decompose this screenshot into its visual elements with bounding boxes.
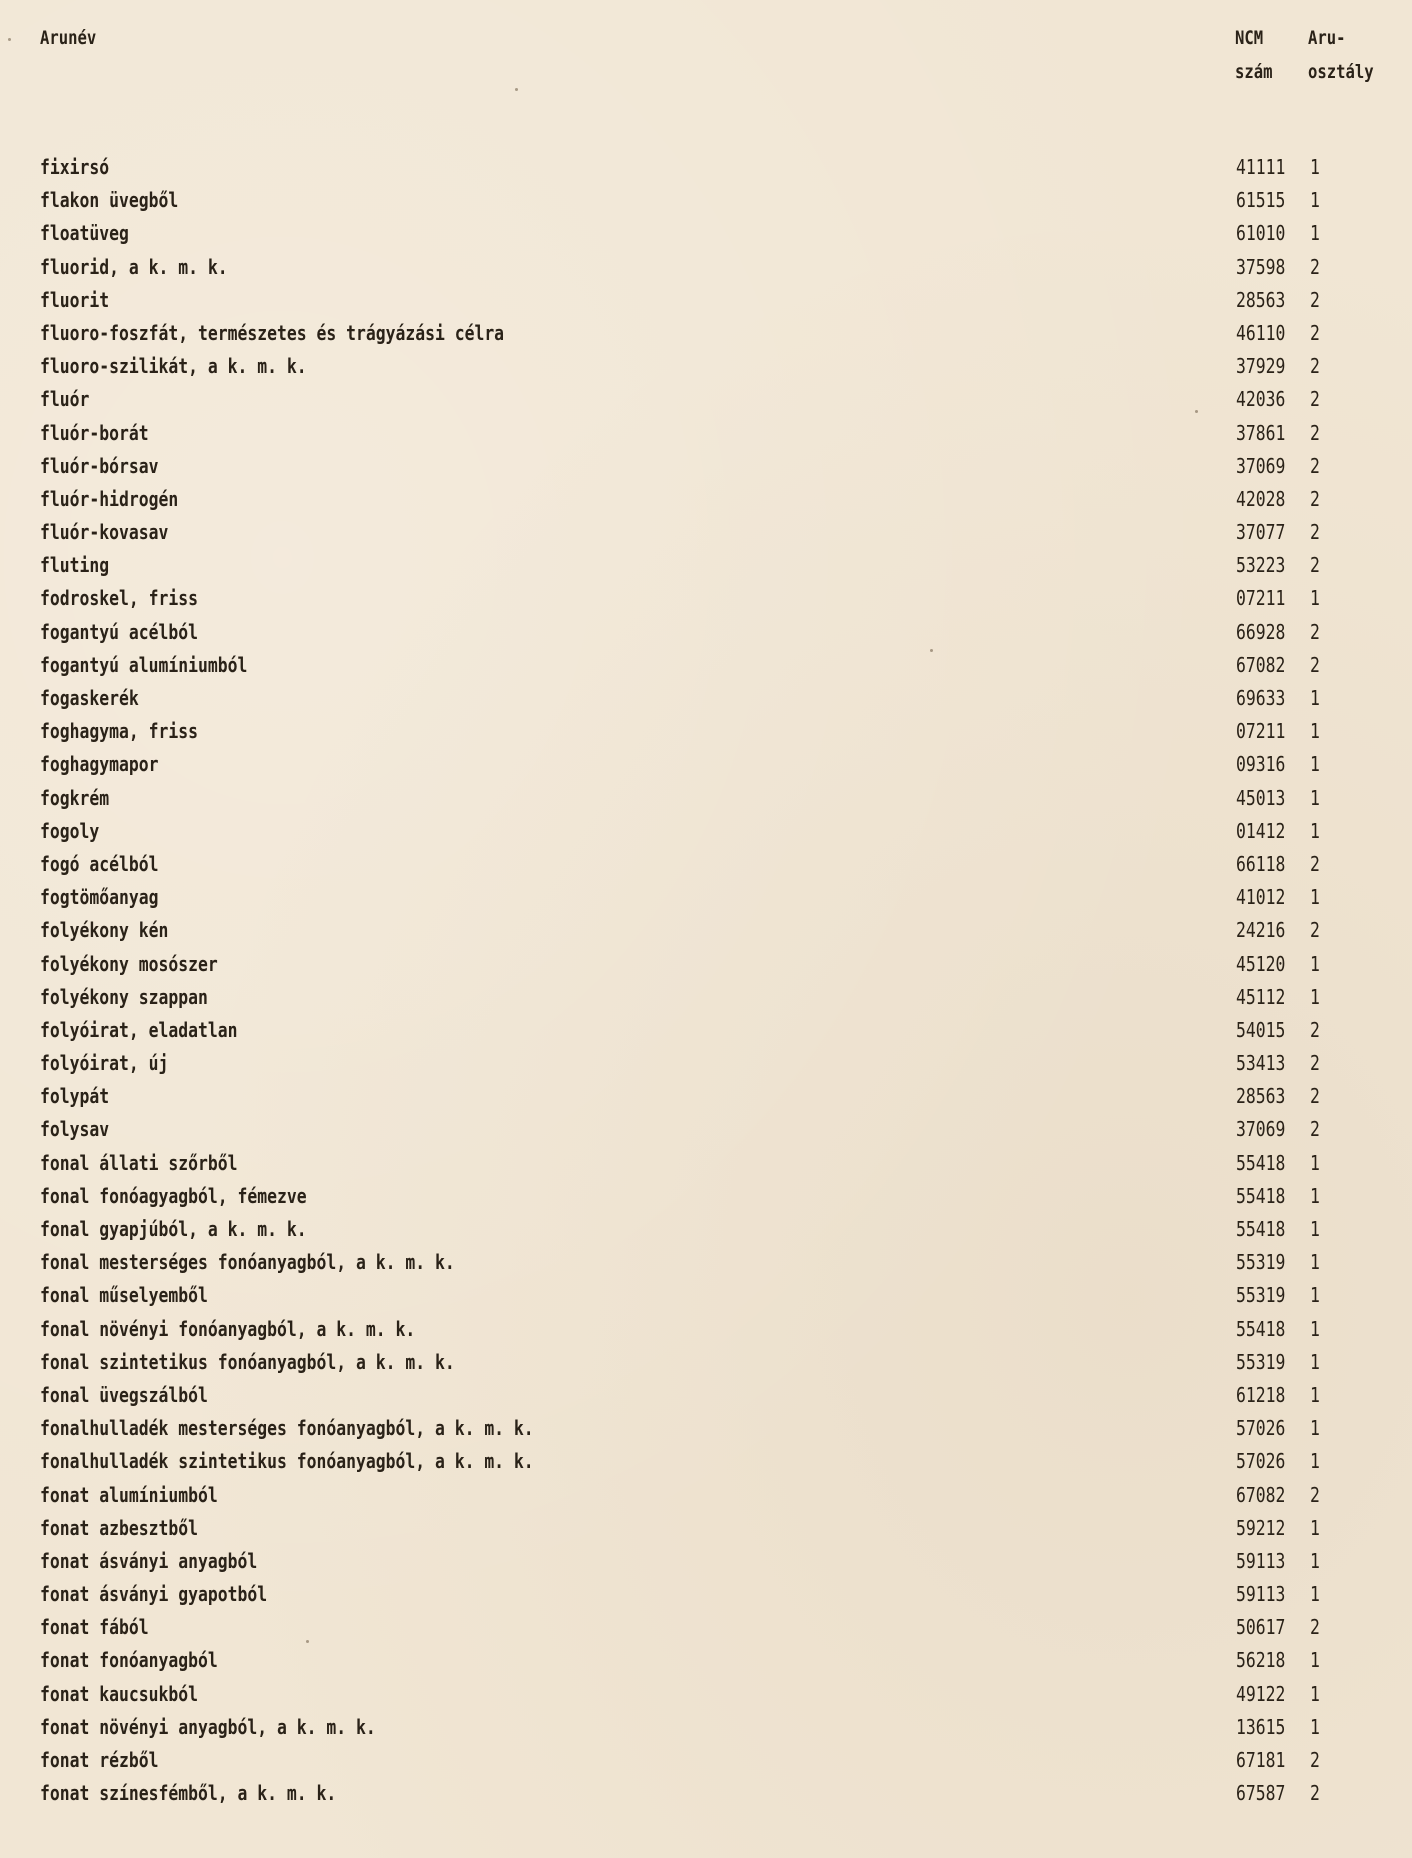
item-name: fonalhulladék mesterséges fonóanyagból, a k. m. k.: [40, 1416, 534, 1441]
ncm-code: 07211: [1236, 586, 1286, 611]
product-class: 1: [1310, 221, 1320, 246]
item-name: fogó acélból: [40, 851, 159, 876]
product-class: 1: [1310, 1382, 1320, 1407]
item-name: fonal mesterséges fonóanyagból, a k. m. k.: [40, 1250, 455, 1275]
item-name: fogoly: [40, 818, 100, 843]
item-name: fonat alumíniumból: [40, 1482, 218, 1507]
ncm-code: 57026: [1236, 1449, 1286, 1474]
item-name: fonal szintetikus fonóanyagból, a k. m. k.: [40, 1349, 455, 1374]
product-class: 2: [1310, 1615, 1320, 1640]
product-class: 1: [1310, 719, 1320, 744]
list-item: [0, 1615, 1412, 1648]
product-class: 2: [1310, 1482, 1320, 1507]
product-class: 2: [1310, 420, 1320, 445]
ncm-code: 45112: [1236, 984, 1286, 1009]
product-class: 1: [1310, 1681, 1320, 1706]
list-item: [0, 1184, 1412, 1217]
ncm-code: 50617: [1236, 1615, 1286, 1640]
item-name: fluoro-foszfát, természetes és trágyázási célra: [40, 320, 505, 345]
list-item: [0, 719, 1412, 752]
ncm-code: 53413: [1236, 1051, 1286, 1076]
ncm-code: 37861: [1236, 420, 1286, 445]
list-item: [0, 221, 1412, 254]
product-class: 2: [1310, 1084, 1320, 1109]
item-name: fonat rézből: [40, 1748, 159, 1772]
ncm-code: 54015: [1236, 1017, 1286, 1042]
list-item: [0, 1682, 1412, 1715]
product-class: 1: [1310, 785, 1320, 810]
ncm-code: 41012: [1236, 885, 1286, 910]
list-item: [0, 918, 1412, 951]
list-item: [0, 1781, 1412, 1814]
item-name: folysav: [40, 1117, 110, 1142]
product-class: 1: [1310, 984, 1320, 1009]
ncm-code: 67082: [1236, 652, 1286, 677]
product-class: 2: [1310, 387, 1320, 412]
ncm-code: 37929: [1236, 354, 1286, 379]
ncm-code: 61010: [1236, 221, 1286, 246]
paper-speck: [930, 649, 933, 652]
item-name: fogkrém: [40, 785, 110, 810]
product-class: 1: [1310, 1449, 1320, 1474]
item-name: fluór-hidrogén: [40, 486, 179, 511]
item-name: fonal állati szőrből: [40, 1150, 238, 1175]
ncm-code: 53223: [1236, 553, 1286, 578]
item-name: fonal fonóagyagból, fémezve: [40, 1183, 307, 1208]
product-class: 1: [1310, 1582, 1320, 1607]
product-class: 1: [1310, 1217, 1320, 1241]
paper-speck: [515, 88, 518, 91]
item-name: foghagymapor: [40, 752, 159, 777]
list-item: [0, 454, 1412, 487]
ncm-code: 01412: [1236, 818, 1286, 843]
list-item: [0, 1549, 1412, 1582]
item-name: fonat ásványi gyapotból: [40, 1582, 268, 1607]
ncm-code: 67082: [1236, 1482, 1286, 1507]
ncm-code: 42036: [1236, 387, 1286, 412]
item-name: fonat fából: [40, 1615, 149, 1640]
ncm-code: 61218: [1236, 1382, 1286, 1407]
column-header-class-line1: Aru-: [1308, 27, 1346, 49]
column-header-name: Arunév: [40, 27, 97, 49]
ncm-code: 55418: [1236, 1316, 1286, 1341]
product-class: 2: [1310, 1051, 1320, 1076]
list-item: [0, 553, 1412, 586]
ncm-code: 69633: [1236, 686, 1286, 710]
ncm-code: 09316: [1236, 752, 1286, 777]
list-item: [0, 188, 1412, 221]
ncm-code: 45120: [1236, 951, 1286, 976]
ncm-code: 59113: [1236, 1582, 1286, 1607]
list-item: [0, 1715, 1412, 1748]
item-name: fogaskerék: [40, 686, 139, 710]
list-item: [0, 586, 1412, 619]
item-name: fluór: [40, 387, 90, 412]
product-class: 2: [1310, 453, 1320, 478]
ncm-code: 61515: [1236, 188, 1286, 213]
item-name: fogantyú acélból: [40, 619, 198, 644]
product-class: 2: [1310, 851, 1320, 876]
ncm-code: 55418: [1236, 1217, 1286, 1241]
ncm-code: 37069: [1236, 453, 1286, 478]
item-name: folyékony szappan: [40, 984, 208, 1009]
item-name: fluorid, a k. m. k.: [40, 254, 228, 279]
product-class: 2: [1310, 486, 1320, 511]
ncm-code: 24216: [1236, 918, 1286, 943]
paper-speck: [306, 1640, 309, 1643]
product-class: 1: [1310, 1548, 1320, 1573]
column-header-class-line2: osztály: [1308, 61, 1374, 83]
ncm-code: 42028: [1236, 486, 1286, 511]
item-name: fonat növényi anyagból, a k. m. k.: [40, 1714, 376, 1739]
list-item: [0, 1383, 1412, 1416]
item-name: fonat ásványi anyagból: [40, 1548, 258, 1573]
product-class: 2: [1310, 354, 1320, 379]
ncm-code: 28563: [1236, 1084, 1286, 1109]
product-class: 1: [1310, 686, 1320, 710]
item-name: floatüveg: [40, 221, 129, 246]
item-name: fluoro-szilikát, a k. m. k.: [40, 354, 307, 379]
item-name: fluorit: [40, 287, 110, 312]
ncm-code: 55418: [1236, 1150, 1286, 1175]
list-item: [0, 1416, 1412, 1449]
product-class: 1: [1310, 752, 1320, 777]
product-class: 2: [1310, 619, 1320, 644]
list-item: [0, 288, 1412, 321]
list-item: [0, 387, 1412, 420]
ncm-code: 37077: [1236, 520, 1286, 545]
ncm-code: 37598: [1236, 254, 1286, 279]
item-name: fixirsó: [40, 155, 110, 179]
item-name: fonal gyapjúból, a k. m. k.: [40, 1217, 307, 1241]
list-item: [0, 1084, 1412, 1117]
product-class: 2: [1310, 520, 1320, 545]
list-item: [0, 952, 1412, 985]
list-item: [0, 1449, 1412, 1482]
item-name: folyékony kén: [40, 918, 169, 943]
product-class: 1: [1310, 1349, 1320, 1374]
product-class: 1: [1310, 818, 1320, 843]
product-class: 1: [1310, 1714, 1320, 1739]
ncm-code: 45013: [1236, 785, 1286, 810]
item-name: foghagyma, friss: [40, 719, 198, 744]
list-item: [0, 1283, 1412, 1316]
item-name: fluting: [40, 553, 110, 578]
ncm-code: 67181: [1236, 1748, 1286, 1772]
list-item: [0, 520, 1412, 553]
paper-speck: [8, 38, 11, 41]
list-item: [0, 885, 1412, 918]
ncm-code: 55319: [1236, 1283, 1286, 1308]
list-item: [0, 1516, 1412, 1549]
item-name: fonal műselyemből: [40, 1283, 208, 1308]
item-name: fogantyú alumíniumból: [40, 652, 248, 677]
product-class: 1: [1310, 1515, 1320, 1540]
item-name: folyékony mosószer: [40, 951, 218, 976]
product-class: 1: [1310, 885, 1320, 910]
list-item: [0, 321, 1412, 354]
ncm-code: 55319: [1236, 1250, 1286, 1275]
product-class: 2: [1310, 652, 1320, 677]
list-item: [0, 487, 1412, 520]
list-item: [0, 752, 1412, 785]
list-item: [0, 819, 1412, 852]
product-class: 1: [1310, 586, 1320, 611]
ncm-code: 59113: [1236, 1548, 1286, 1573]
product-class: 2: [1310, 320, 1320, 345]
product-class: 2: [1310, 1781, 1320, 1806]
ncm-code: 67587: [1236, 1781, 1286, 1806]
list-item: [0, 1018, 1412, 1051]
ncm-code: 49122: [1236, 1681, 1286, 1706]
ncm-code: 28563: [1236, 287, 1286, 312]
product-class: 1: [1310, 1250, 1320, 1275]
item-name: fonalhulladék szintetikus fonóanyagból, a k. m. k.: [40, 1449, 534, 1474]
product-class: 1: [1310, 1648, 1320, 1673]
ncm-code: 56218: [1236, 1648, 1286, 1673]
list-item: [0, 1350, 1412, 1383]
ncm-code: 41111: [1236, 155, 1286, 179]
product-class: 1: [1310, 155, 1320, 179]
product-class: 2: [1310, 287, 1320, 312]
ncm-code: 07211: [1236, 719, 1286, 744]
list-item: [0, 686, 1412, 719]
item-name: fodroskel, friss: [40, 586, 198, 611]
ncm-code: 55319: [1236, 1349, 1286, 1374]
list-item: [0, 155, 1412, 188]
list-item: [0, 1317, 1412, 1350]
list-item: [0, 255, 1412, 288]
paper-speck: [1195, 410, 1198, 413]
ncm-code: 66118: [1236, 851, 1286, 876]
product-class: 2: [1310, 1017, 1320, 1042]
ncm-code: 66928: [1236, 619, 1286, 644]
list-item: [0, 786, 1412, 819]
ncm-code: 59212: [1236, 1515, 1286, 1540]
product-class: 2: [1310, 1748, 1320, 1772]
item-name: folyóirat, eladatlan: [40, 1017, 238, 1042]
product-list: [0, 155, 1412, 1814]
item-name: fonat fonóanyagból: [40, 1648, 218, 1673]
item-name: fonat színesfémből, a k. m. k.: [40, 1781, 337, 1806]
item-name: fonat kaucsukból: [40, 1681, 198, 1706]
list-item: [0, 1151, 1412, 1184]
list-item: [0, 1117, 1412, 1150]
item-name: flakon üvegből: [40, 188, 179, 213]
column-header-ncm-line1: NCM: [1235, 27, 1264, 49]
list-item: [0, 1648, 1412, 1681]
list-item: [0, 620, 1412, 653]
product-class: 1: [1310, 1183, 1320, 1208]
product-class: 2: [1310, 1117, 1320, 1142]
list-item: [0, 1748, 1412, 1781]
list-item: [0, 354, 1412, 387]
item-name: fogtömőanyag: [40, 885, 159, 910]
list-item: [0, 985, 1412, 1018]
ncm-code: 13615: [1236, 1714, 1286, 1739]
list-item: [0, 1217, 1412, 1250]
item-name: fonat azbesztből: [40, 1515, 198, 1540]
item-name: fluór-borát: [40, 420, 149, 445]
list-item: [0, 852, 1412, 885]
product-class: 2: [1310, 918, 1320, 943]
product-class: 2: [1310, 553, 1320, 578]
item-name: folyóirat, új: [40, 1051, 169, 1076]
ncm-code: 37069: [1236, 1117, 1286, 1142]
ncm-code: 57026: [1236, 1416, 1286, 1441]
product-class: 1: [1310, 1150, 1320, 1175]
product-class: 1: [1310, 188, 1320, 213]
product-class: 1: [1310, 1283, 1320, 1308]
item-name: fonal üvegszálból: [40, 1382, 208, 1407]
list-item: [0, 653, 1412, 686]
list-item: [0, 1250, 1412, 1283]
item-name: fluór-bórsav: [40, 453, 159, 478]
item-name: fluór-kovasav: [40, 520, 169, 545]
product-class: 1: [1310, 1416, 1320, 1441]
column-header-ncm-line2: szám: [1235, 61, 1273, 83]
list-item: [0, 1483, 1412, 1516]
ncm-code: 55418: [1236, 1183, 1286, 1208]
item-name: folypát: [40, 1084, 110, 1109]
product-class: 1: [1310, 951, 1320, 976]
product-class: 2: [1310, 254, 1320, 279]
ncm-code: 46110: [1236, 320, 1286, 345]
list-item: [0, 1582, 1412, 1615]
item-name: fonal növényi fonóanyagból, a k. m. k.: [40, 1316, 416, 1341]
product-class: 1: [1310, 1316, 1320, 1341]
list-item: [0, 1051, 1412, 1084]
list-item: [0, 421, 1412, 454]
